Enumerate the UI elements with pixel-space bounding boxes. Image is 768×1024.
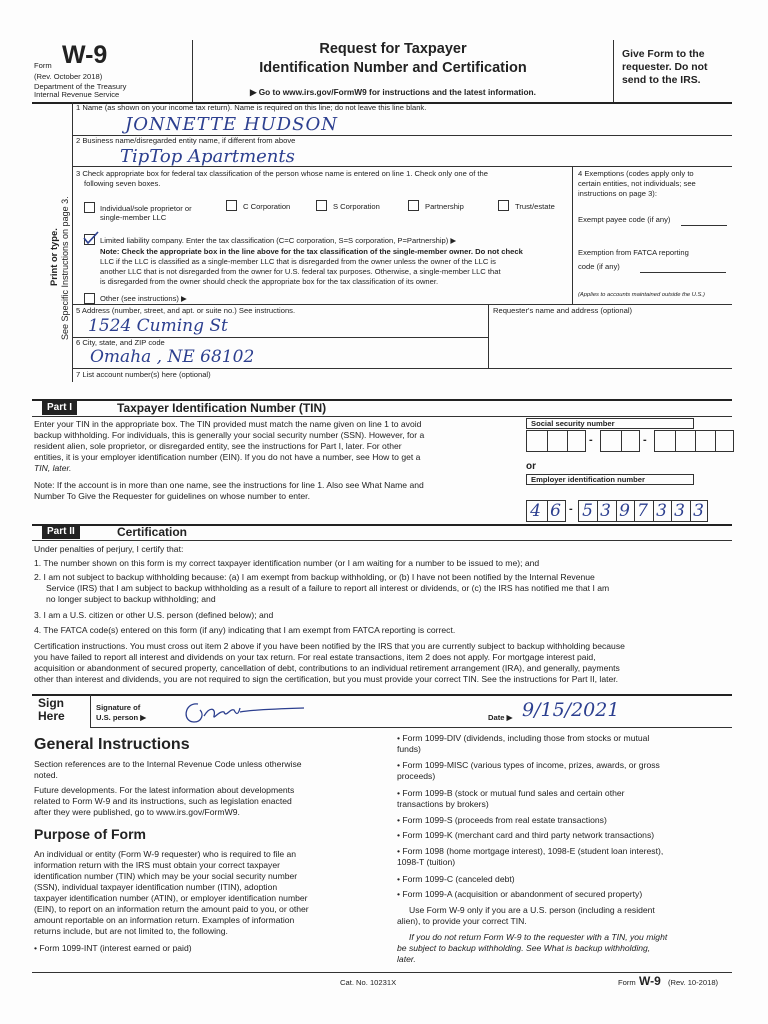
use-w9-text-1: Use Form W-9 only if you are a U.S. person (including a resident: [409, 905, 655, 915]
form-revision: (Rev. October 2018): [34, 72, 103, 81]
ein-dash: -: [569, 503, 573, 515]
form-1099-s: • Form 1099-S (proceeds from real estate transactions): [397, 815, 607, 825]
requester-label: Requester's name and address (optional): [493, 306, 633, 315]
partnership-checkbox[interactable]: [408, 200, 419, 211]
s-corporation-label: S Corporation: [333, 202, 380, 211]
address-field[interactable]: 1524 Cuming St: [88, 316, 228, 336]
form-1099-k: • Form 1099-K (merchant card and third party network transactions): [397, 830, 655, 840]
cert-instructions-1: Certification instructions. You must cross out item 2 above if you have been notified by the IRS that you are currently subject to backup withholding because: [34, 641, 625, 651]
form-1099-div: • Form 1099-DIV (dividends, including those from stocks or mutual: [397, 733, 650, 743]
backup-text-1: If you do not return Form W-9 to the requester with a TIN, you might: [409, 932, 668, 942]
ein-digit-5: 9: [619, 501, 630, 521]
cert-item-4: 4. The FATCA code(s) entered on this form (if any) indicating that I am exempt from FATCA reporting is correct.: [34, 625, 456, 635]
fatca-label-line1: Exemption from FATCA reporting: [578, 248, 689, 257]
name-field[interactable]: JONNETTE HUDSON: [125, 114, 338, 135]
backup-text-2: be subject to backup withholding. See What is backup withholding,: [397, 943, 651, 953]
exemptions-line2: certain entities, not individuals; see: [578, 179, 696, 188]
backup-text-3: later.: [397, 954, 416, 964]
trust-estate-checkbox[interactable]: [498, 200, 509, 211]
cert-item-2c: no longer subject to backup withholding; and: [46, 594, 216, 604]
individual-label-b: single-member LLC: [100, 213, 167, 222]
line2-label: 2 Business name/disregarded entity name, if different from above: [76, 136, 296, 145]
business-name-field[interactable]: TipTop Apartments: [120, 146, 295, 167]
cert-instructions-2: you have failed to report all interest and dividends on your tax return. For real estate transactions, item 2 does not apply. For mortgage interest paid,: [34, 652, 596, 662]
ssn-area-field[interactable]: [526, 430, 586, 452]
general-instructions-heading: General Instructions: [34, 736, 190, 753]
sign-label: Sign: [38, 696, 64, 710]
form-1098-b: 1098-T (tuition): [397, 857, 456, 867]
exemptions-line3: instructions on page 3):: [578, 189, 657, 198]
use-w9-text-2: alien), to provide your correct TIN.: [397, 916, 527, 926]
other-checkbox[interactable]: [84, 293, 95, 304]
ein-digit-1: 4: [530, 501, 541, 521]
llc-note-line2: LLC if the LLC is classified as a single-member LLC that is disregarded from the owner unless the owner of the LLC is: [100, 257, 496, 266]
ssn-serial-field[interactable]: [654, 430, 734, 452]
trust-estate-label: Trust/estate: [515, 202, 555, 211]
purpose-text-5: taxpayer identification number (ATIN), or employer identification number: [34, 893, 308, 903]
form-title-line2: Identification Number and Certification: [259, 60, 527, 76]
purpose-text-8: returns include, but are not limited to, the following.: [34, 926, 228, 936]
s-corporation-checkbox[interactable]: [316, 200, 327, 211]
ssn-dash-2: -: [643, 434, 647, 446]
future-dev-2: related to Form W-9 and its instructions, such as legislation enacted: [34, 796, 292, 806]
cert-item-2b: Service (IRS) that I am subject to backup withholding as a result of a failure to report all interest or dividends, or (c) the IRS has notified me that I am: [46, 583, 610, 593]
form-1098: • Form 1098 (home mortgage interest), 1098-E (student loan interest),: [397, 846, 664, 856]
line7-label: 7 List account number(s) here (optional): [76, 370, 211, 379]
line6-label: 6 City, state, and ZIP code: [76, 338, 165, 347]
purpose-text-4: (SSN), individual taxpayer identification number (ITIN), adoption: [34, 882, 278, 892]
goto-instructions: ▶ Go to www.irs.gov/FormW9 for instructions and the latest information.: [250, 87, 536, 97]
part1-label: Part I: [42, 401, 77, 415]
llc-note-line1: Note: Check the appropriate box in the line above for the tax classification of the single-member owner. Do not check: [100, 247, 523, 256]
ssn-group-field[interactable]: [600, 430, 640, 452]
other-label: Other (see instructions) ▶: [100, 294, 187, 303]
ein-digit-3: 5: [582, 501, 593, 521]
form-1099-misc: • Form 1099-MISC (various types of income, prizes, awards, or gross: [397, 760, 660, 770]
form-1099-b: • Form 1099-B (stock or mutual fund sales and certain other: [397, 788, 625, 798]
fatca-applies-note: (Applies to accounts maintained outside the U.S.): [578, 292, 705, 298]
signature-label-1: Signature of: [96, 703, 141, 712]
ein-digit-6: 7: [637, 501, 648, 521]
footer-revision: (Rev. 10-2018): [668, 978, 719, 987]
cert-instructions-3: acquisition or abandonment of secured property, cancellation of debt, contributions to an individual retirement arrangement (IRA), and generally, payments: [34, 663, 620, 673]
purpose-text-1: An individual or entity (Form W-9 requester) who is required to file an: [34, 849, 297, 859]
future-dev-1: Future developments. For the latest information about developments: [34, 785, 295, 795]
form-title-line1: Request for Taxpayer: [319, 41, 467, 57]
purpose-text-7: amount reportable on an information return. Examples of information: [34, 915, 295, 925]
c-corporation-checkbox[interactable]: [226, 200, 237, 211]
give-form-line3: send to the IRS.: [622, 75, 701, 86]
part1-note-1: Note: If the account is in more than one name, see the instructions for line 1. Also see What Name and: [34, 480, 424, 490]
form-1099-misc-b: proceeds): [397, 771, 436, 781]
cert-item-2a: 2. I am not subject to backup withholding because: (a) I am exempt from backup withholding, or (b) I have not been notified by the Internal Revenue: [34, 572, 595, 582]
line1-label: 1 Name (as shown on your income tax return). Name is required on this line; do not leave this line blank.: [76, 103, 427, 112]
specific-instructions-label: See Specific Instructions on page 3.: [60, 196, 70, 340]
footer-form-word: Form: [618, 978, 636, 987]
print-or-type-label: Print or type.: [48, 228, 59, 286]
ein-digit-2: 6: [550, 501, 561, 521]
part1-text-4: entities, it is your employer identification number (EIN). If you do not have a number, see How to get a: [34, 452, 421, 462]
form-1099-b-b: transactions by brokers): [397, 799, 489, 809]
here-label: Here: [38, 709, 65, 723]
line3-label: 3 Check appropriate box for federal tax classification of the person whose name is entered on line 1. Check only one of the: [76, 169, 488, 178]
part2-label: Part II: [42, 525, 80, 539]
fatca-label-line2: code (if any): [578, 262, 620, 271]
part1-text-1: Enter your TIN in the appropriate box. The TIN provided must match the name given on line 1 to avoid: [34, 419, 422, 429]
form-number: W-9: [62, 41, 108, 69]
give-form-line1: Give Form to the: [622, 49, 705, 60]
ein-label: Employer identification number: [526, 474, 694, 485]
gi-text-1a: Section references are to the Internal Revenue Code unless otherwise: [34, 759, 302, 769]
ssn-dash-1: -: [589, 434, 593, 446]
part1-text-3: resident alien, sole proprietor, or disregarded entity, see the instructions for Part I, later. For other: [34, 441, 402, 451]
part1-title: Taxpayer Identification Number (TIN): [117, 401, 327, 415]
line5-label: 5 Address (number, street, and apt. or suite no.) See instructions.: [76, 306, 296, 315]
part1-note-2: Number To Give the Requester for guidelines on whose number to enter.: [34, 491, 310, 501]
form-1099-div-b: funds): [397, 744, 421, 754]
give-form-line2: requester. Do not: [622, 62, 708, 73]
cert-instructions-4: other than interest and dividends, you are not required to sign the certification, but you must provide your correct TIN. See the instructions for Part II, later.: [34, 674, 619, 684]
date-field[interactable]: 9/15/2021: [522, 699, 620, 721]
or-label: or: [526, 461, 536, 472]
c-corporation-label: C Corporation: [243, 202, 291, 211]
individual-checkbox[interactable]: [84, 202, 95, 213]
exempt-payee-label: Exempt payee code (if any): [578, 215, 671, 224]
catalog-number: Cat. No. 10231X: [340, 978, 397, 987]
ein-digit-7: 3: [656, 501, 667, 521]
future-dev-3: after they were published, go to www.irs.gov/FormW9.: [34, 807, 240, 817]
fatca-field[interactable]: [640, 272, 726, 273]
purpose-text-9: • Form 1099-INT (interest earned or paid): [34, 943, 192, 953]
part1-text-2: backup withholding. For individuals, this is generally your social security number (SSN). However, for a: [34, 430, 425, 440]
part1-text-5: TIN, later.: [34, 463, 72, 473]
gi-text-1b: noted.: [34, 770, 58, 780]
date-label: Date ▶: [488, 713, 513, 722]
exempt-payee-field[interactable]: [681, 225, 727, 226]
llc-note-line3: another LLC that is not disregarded from the owner for U.S. federal tax purposes. Otherwise, a single-member LLC that: [100, 267, 501, 276]
individual-label: Individual/sole proprietor or: [100, 204, 192, 213]
purpose-text-3: identification number (TIN) which may be your social security number: [34, 871, 298, 881]
cert-item-1: 1. The number shown on this form is my correct taxpayer identification number (or I am waiting for a number to be issued to me); and: [34, 558, 540, 568]
irs-line: Internal Revenue Service: [34, 90, 120, 99]
llc-label: Limited liability company. Enter the tax classification (C=C corporation, S=S corporation, P=Partnership) ▶: [100, 236, 457, 245]
cert-item-3: 3. I am a U.S. citizen or other U.S. person (defined below); and: [34, 610, 274, 620]
form-word: Form: [34, 61, 52, 70]
partnership-label: Partnership: [425, 202, 464, 211]
city-state-zip-field[interactable]: Omaha , NE 68102: [90, 347, 255, 367]
footer-form-number: W-9: [639, 974, 661, 988]
signature-label-2: U.S. person ▶: [96, 713, 147, 722]
signature-field[interactable]: [180, 696, 310, 730]
department-line: Department of the Treasury: [34, 82, 127, 91]
purpose-text-6: (EIN), to report on an information return the amount paid to you, or other: [34, 904, 309, 914]
purpose-text-2: information return with the IRS must obtain your correct taxpayer: [34, 860, 280, 870]
form-1099-c: • Form 1099-C (canceled debt): [397, 874, 515, 884]
purpose-heading: Purpose of Form: [34, 826, 147, 842]
part2-title: Certification: [117, 525, 188, 539]
form-1099-a: • Form 1099-A (acquisition or abandonment of secured property): [397, 889, 643, 899]
ein-digit-8: 3: [674, 501, 685, 521]
ein-digit-9: 3: [693, 501, 704, 521]
checkmark-icon: [83, 231, 99, 245]
llc-note-line4: is disregarded from the owner should check the appropriate box for the tax classification of its owner.: [100, 277, 439, 286]
ssn-label: Social security number: [526, 418, 694, 429]
ein-digit-4: 3: [600, 501, 611, 521]
llc-checkbox[interactable]: [84, 234, 95, 245]
part2-intro: Under penalties of perjury, I certify that:: [34, 544, 184, 554]
exemptions-line1: 4 Exemptions (codes apply only to: [578, 169, 694, 178]
line3-label-b: following seven boxes.: [84, 179, 161, 188]
